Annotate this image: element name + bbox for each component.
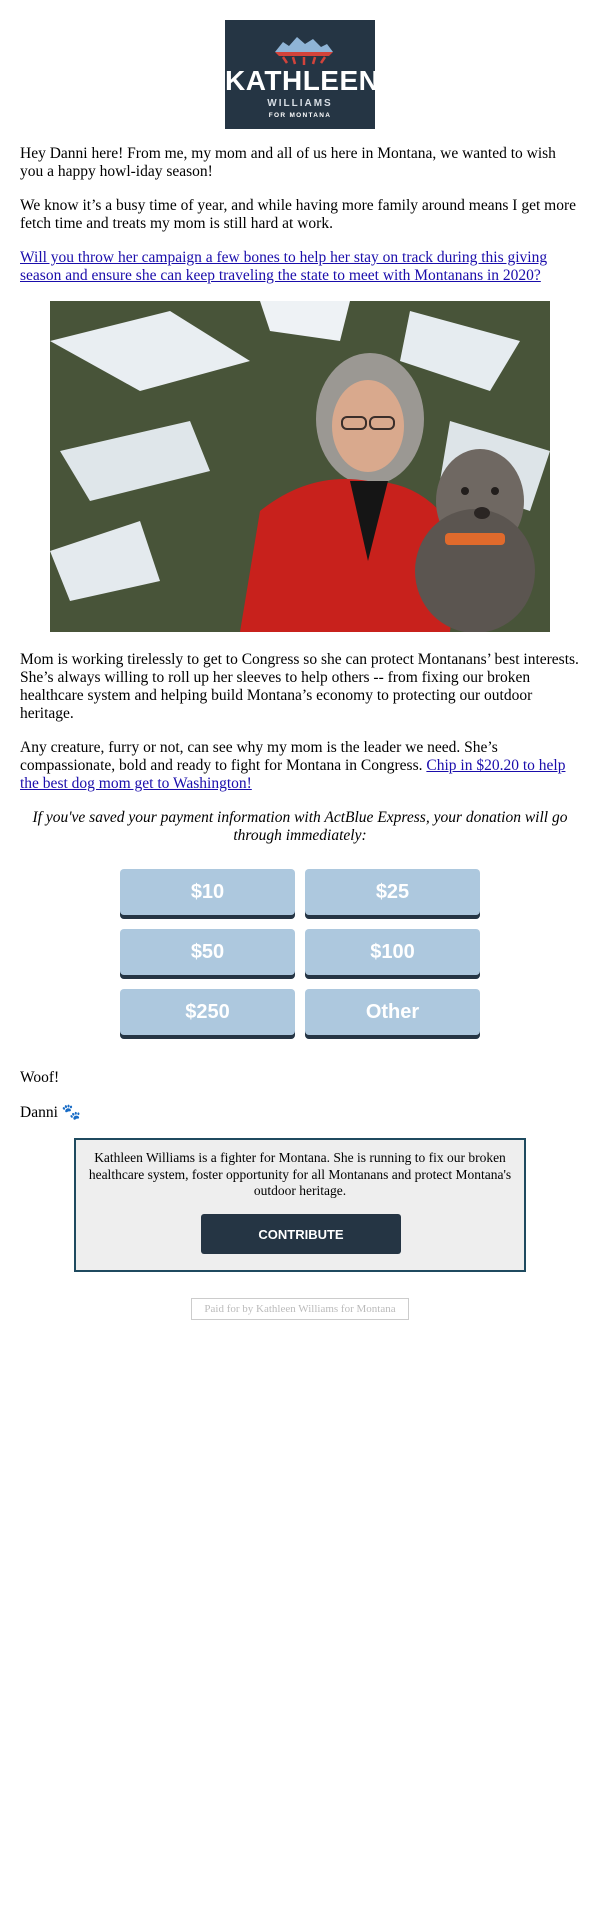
campaign-ask-link[interactable]: Will you throw her campaign a few bones to help her stay on track during this giving season and ensure she can keep traveling the state to meet with Montanans in 2020? <box>20 249 548 284</box>
logo-tagline: FOR MONTANA <box>268 112 332 119</box>
donate-50-button[interactable]: $50 <box>120 929 295 979</box>
busy-paragraph: We know it’s a busy time of year, and while having more family around means I get more fetch time and treats my mom is still hard at work. <box>20 197 576 232</box>
signature-text: Danni 🐾 <box>20 1104 82 1121</box>
donate-250-button[interactable]: $250 <box>120 989 295 1039</box>
creature-text: Any creature, furry or not, can see why my mom is the leader we need. She’s compassionate, bold and ready to fight for Montana in Congress. <box>20 739 498 774</box>
contribute-box <box>74 1138 526 1272</box>
logo-surname: WILLIAMS <box>267 98 333 109</box>
woof-text: Woof! <box>20 1069 60 1086</box>
donate-100-button[interactable]: $100 <box>305 929 480 979</box>
mom-working-paragraph: Mom is working tirelessly to get to Congress so she can protect Montanans’ best interests. She’s always willing to roll up her sleeves to help others -- from fixing our broken healthcare system and helping build Montana’s economy to protecting our outdoor heritage. <box>20 651 579 722</box>
kathleen-and-dog-photo <box>50 301 550 632</box>
ask-paragraph <box>20 249 580 285</box>
greeting-paragraph: Hey Danni here! From me, my mom and all of us here in Montana, we wanted to wish you a happy howl-iday season! <box>20 145 556 180</box>
campaign-logo <box>225 20 380 129</box>
donate-other-button[interactable]: Other <box>305 989 480 1039</box>
donate-25-button[interactable]: $25 <box>305 869 480 919</box>
logo-name: KATHLEEN <box>225 65 380 96</box>
contribute-button[interactable]: CONTRIBUTE <box>201 1214 401 1254</box>
contribute-box-text: Kathleen Williams is a fighter for Montana. She is running to fix our broken healthcare system, foster opportunity for all Montanans and protect Montana's outdoor heritage. <box>88 1150 512 1198</box>
chip-in-link[interactable]: Chip in $20.20 to help the best dog mom get to Washington! <box>20 757 566 792</box>
express-note: If you've saved your payment information with ActBlue Express, your donation will go through immediately: <box>32 809 568 844</box>
donate-10-button[interactable]: $10 <box>120 869 295 919</box>
paid-for-disclaimer: Paid for by Kathleen Williams for Montana <box>191 1298 409 1320</box>
creature-paragraph <box>20 739 580 793</box>
mountain-logo-icon <box>225 28 375 70</box>
